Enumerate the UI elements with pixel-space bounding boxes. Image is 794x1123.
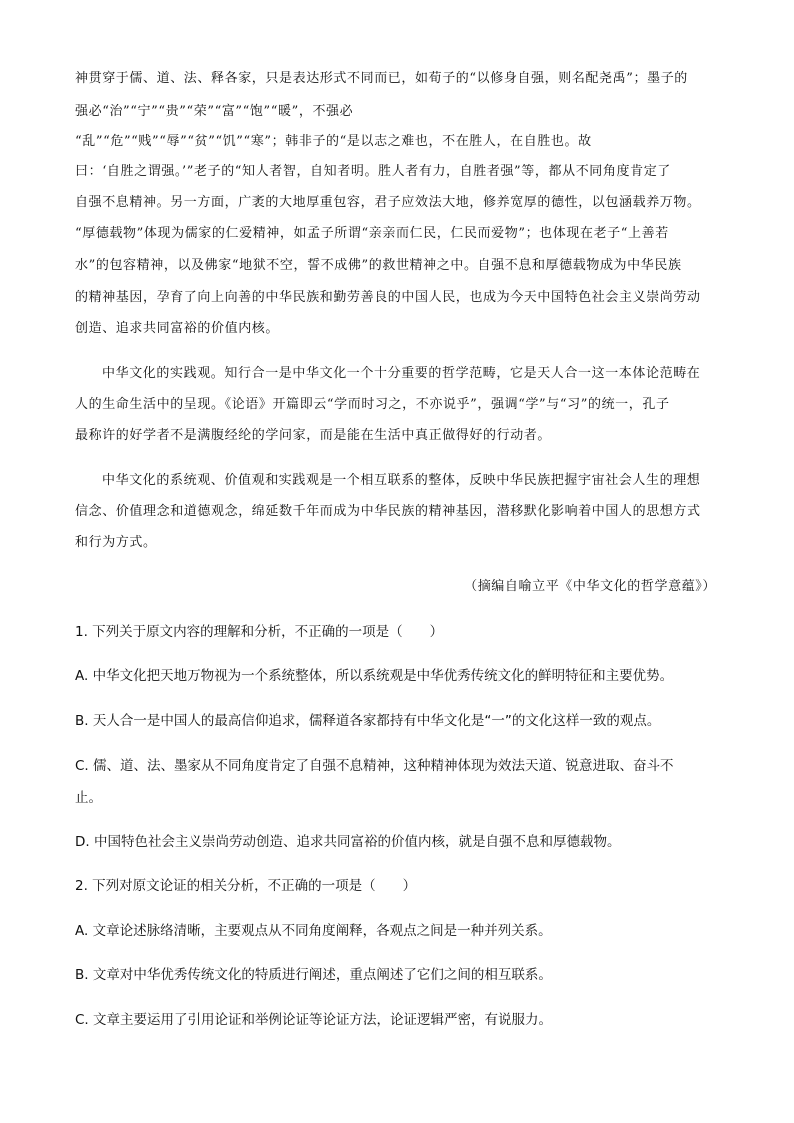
question-1-option-a: A. 中华文化把天地万物视为一个系统整体，所以系统观是中华优秀传统文化的鲜明特征和主要优势。 bbox=[75, 668, 674, 684]
source-citation: （摘编自喻立平《中华文化的哲学意蕴》） bbox=[464, 579, 716, 594]
question-1-option-b: B. 天人合一是中国人的最高信仰追求，儒释道各家都持有中华文化是“一”的文化这样一致的观点。 bbox=[75, 713, 661, 729]
passage-line: 人的生命生活中的呈现。《论语》开篇即云“学而时习之，不亦说乎”，强调“学”与“习”的统一，孔子 bbox=[75, 397, 670, 412]
passage-line: 最称许的好学者不是满腹经纶的学问家，而是能在生活中真正做得好的行动者。 bbox=[75, 428, 552, 443]
passage-line: 水”的包容精神，以及佛家“地狱不空，誓不成佛”的救世精神之中。自强不息和厚德载物成为中华民族 bbox=[75, 258, 682, 273]
question-2-option-b: B. 文章对中华优秀传统文化的特质进行阐述，重点阐述了它们之间的相互联系。 bbox=[75, 967, 552, 983]
question-2-option-a: A. 文章论述脉络清晰，主要观点从不同角度阐释，各观点之间是一种并列关系。 bbox=[75, 923, 552, 939]
question-2-stem: 2. 下列对原文论证的相关分析，不正确的一项是（ ） bbox=[75, 878, 417, 894]
passage-line: “乱”“危”“贱”“辱”“贫”“饥”“寒”；韩非子的“是以志之难也，不在胜人，在自胜也。故 bbox=[75, 134, 592, 149]
question-1-option-c: C. 儒、道、法、墨家从不同角度肯定了自强不息精神，这种精神体现为效法天道、锐意进取、奋斗不 bbox=[75, 758, 674, 774]
question-1-stem: 1. 下列关于原文内容的理解和分析，不正确的一项是（ ） bbox=[75, 624, 444, 640]
question-1-option-c-cont: 止。 bbox=[75, 790, 102, 806]
passage-line: 和行为方式。 bbox=[75, 535, 157, 550]
passage-line: 曰：‘自胜之谓强。’”老子的“知人者智，自知者明。胜人者有力，自胜者强”等，都从不同角度肯定了 bbox=[75, 164, 671, 179]
passage-line: 神贯穿于儒、道、法、释各家，只是表达形式不同而已，如荀子的“以修身自强，则名配尧禹”；墨子的 bbox=[75, 71, 688, 86]
passage-line: 中华文化的实践观。知行合一是中华文化一个十分重要的哲学范畴，它是天人合一这一本体论范畴在 bbox=[102, 366, 701, 381]
passage-line: “厚德载物”体现为儒家的仁爱精神，如孟子所谓“亲亲而仁民，仁民而爱物”；也体现在老子“上善若 bbox=[75, 226, 669, 241]
passage-line: 自强不息精神。另一方面，广袤的大地厚重包容，君子应效法大地，修养宽厚的德性，以包涵载养万物。 bbox=[75, 195, 701, 210]
passage-line: 强必“治”“宁”“贵”“荣”“富”“饱”“暖”，不强必 bbox=[75, 104, 354, 119]
passage-line: 创造、追求共同富裕的价值内核。 bbox=[75, 321, 280, 336]
passage-line: 信念、价值理念和道德观念，绵延数千年而成为中华民族的精神基因，潜移默化影响着中国人的思想方式 bbox=[75, 504, 701, 519]
question-1-option-d: D. 中国特色社会主义崇尚劳动创造、追求共同富裕的价值内核，就是自强不息和厚德载物。 bbox=[75, 834, 621, 850]
question-2-option-c: C. 文章主要运用了引用论证和举例论证等论证方法，论证逻辑严密，有说服力。 bbox=[75, 1012, 553, 1028]
passage-line: 的精神基因，孕育了向上向善的中华民族和勤劳善良的中国人民，也成为今天中国特色社会主义崇尚劳动 bbox=[75, 290, 701, 305]
passage-line: 中华文化的系统观、价值观和实践观是一个相互联系的整体，反映中华民族把握宇宙社会人生的理想 bbox=[102, 473, 701, 488]
